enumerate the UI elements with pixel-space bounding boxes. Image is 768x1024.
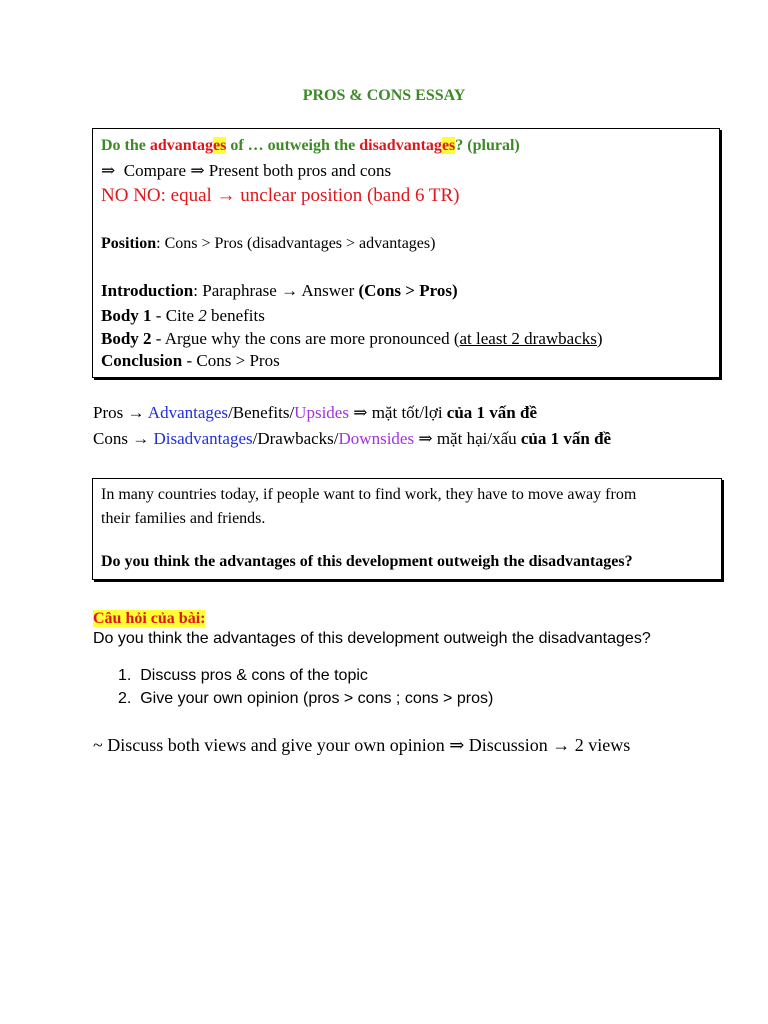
section-heading-text: Câu hỏi của bài: bbox=[93, 610, 206, 627]
position-label: Position bbox=[101, 235, 157, 252]
introduction-text: : Paraphrase → Answer bbox=[193, 281, 359, 300]
list-item bbox=[118, 690, 493, 708]
compare-line bbox=[101, 161, 391, 181]
pros-meaning-bold: của 1 vấn đề bbox=[446, 403, 538, 422]
list-text: Give your own opinion (pros > cons ; cons > pros) bbox=[140, 690, 494, 707]
conclusion-text: - Cons > Pros bbox=[182, 351, 280, 370]
body1-line bbox=[101, 306, 265, 326]
introduction-answer: (Cons > Pros) bbox=[358, 281, 458, 300]
disadvantages-word: Disadvantages bbox=[153, 429, 253, 448]
prompt-line-1: In many countries today, if people want to find work, they have to move away from bbox=[101, 486, 637, 503]
cons-meaning-bold: của 1 vấn đề bbox=[520, 429, 612, 448]
cons-vocab-line bbox=[93, 429, 611, 449]
conclusion-label: Conclusion bbox=[101, 351, 183, 370]
section-footer: ~ Discuss both views and give your own opinion ⇒ Discussion → 2 views bbox=[93, 735, 631, 755]
cons-label: Cons bbox=[93, 429, 128, 448]
body2-underlined: at least 2 drawbacks bbox=[459, 329, 597, 348]
q-advantag: advantag bbox=[149, 137, 214, 154]
body2-text: - Argue why the cons are more pronounced ( bbox=[151, 329, 460, 348]
essay-structure-box bbox=[92, 128, 720, 378]
list-item bbox=[118, 667, 368, 685]
conclusion-line bbox=[101, 351, 280, 371]
compare-text: Compare ⇒ Present both pros and cons bbox=[123, 161, 392, 180]
list-number: 2. bbox=[118, 690, 132, 707]
q-text: Do the bbox=[101, 137, 150, 154]
q-es-highlight: es bbox=[213, 137, 227, 154]
no-no-warning: NO NO: equal → unclear position (band 6 TR) bbox=[101, 185, 460, 206]
benefits-word: /Benefits/ bbox=[228, 403, 295, 422]
q-text: of … outweigh the bbox=[226, 137, 360, 154]
cons-meaning: ⇒ mặt hại/xấu bbox=[414, 429, 521, 448]
introduction-label: Introduction bbox=[101, 281, 194, 300]
prompt-line-2: their families and friends. bbox=[101, 510, 266, 527]
list-text: Discuss pros & cons of the topic bbox=[140, 667, 368, 684]
body1-label: Body 1 bbox=[101, 306, 152, 325]
section-heading bbox=[93, 610, 205, 628]
essay-prompt-box bbox=[92, 478, 722, 580]
body1-text: benefits bbox=[206, 306, 265, 325]
upsides-word: Upsides bbox=[294, 403, 349, 422]
pros-vocab-line bbox=[93, 403, 537, 423]
body1-text: - Cite bbox=[151, 306, 199, 325]
arrow-icon: ⇒ bbox=[101, 161, 116, 180]
body1-number: 2 bbox=[198, 306, 207, 325]
page-title: PROS & CONS ESSAY bbox=[302, 87, 466, 104]
advantages-word: Advantages bbox=[147, 403, 229, 422]
downsides-word: Downsides bbox=[338, 429, 415, 448]
body2-line bbox=[101, 329, 603, 349]
position-line bbox=[101, 235, 435, 253]
arrow-icon: → bbox=[127, 429, 154, 448]
list-number: 1. bbox=[118, 667, 132, 684]
q-plural: ? (plural) bbox=[455, 137, 520, 154]
introduction-line bbox=[101, 281, 458, 301]
arrow-icon: → bbox=[123, 403, 148, 422]
q-es-highlight: es bbox=[441, 137, 456, 154]
pros-label: Pros bbox=[93, 403, 124, 422]
body2-label: Body 2 bbox=[101, 329, 152, 348]
section-question: Do you think the advantages of this development outweigh the disadvantages? bbox=[93, 630, 651, 647]
drawbacks-word: /Drawbacks/ bbox=[252, 429, 339, 448]
q-disadvantag: disadvantag bbox=[359, 137, 442, 154]
pros-meaning: ⇒ mặt tốt/lợi bbox=[348, 403, 447, 422]
position-text: : Cons > Pros (disadvantages > advantages) bbox=[156, 235, 436, 252]
question-type-line bbox=[101, 137, 520, 155]
prompt-question: Do you think the advantages of this development outweigh the disadvantages? bbox=[101, 553, 633, 570]
body2-text: ) bbox=[596, 329, 603, 348]
